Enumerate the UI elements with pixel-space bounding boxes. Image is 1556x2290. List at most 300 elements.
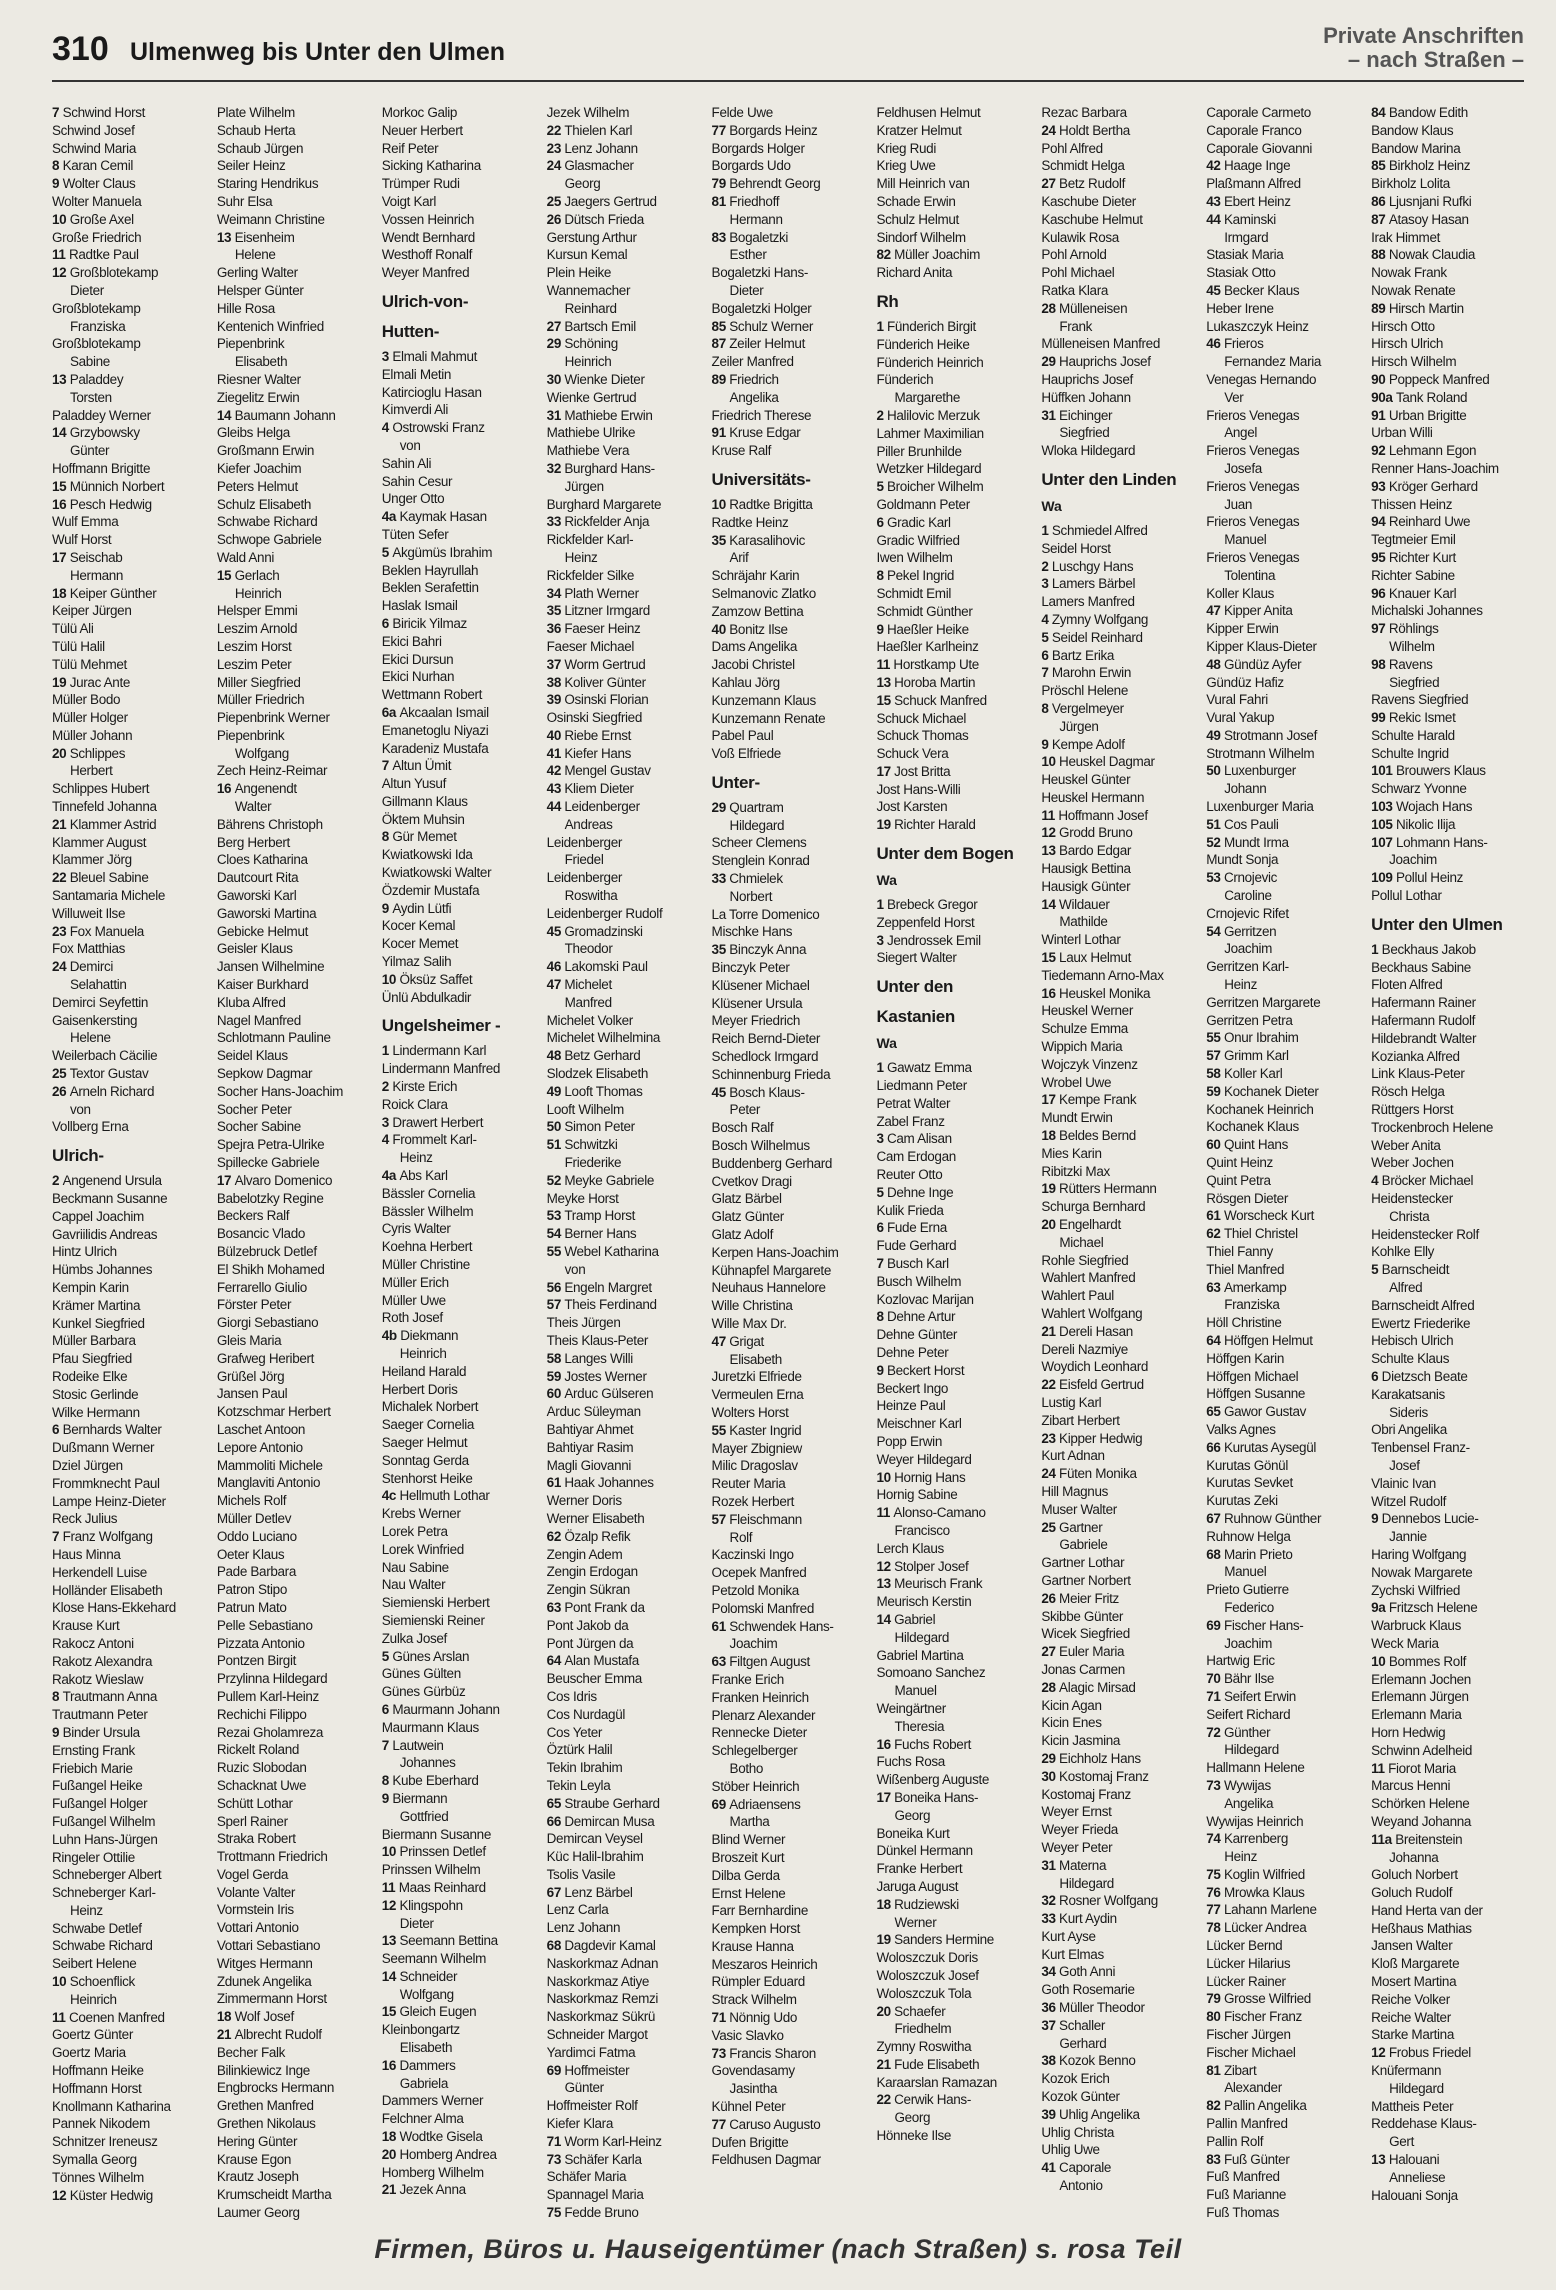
- directory-entry: 4c Hellmuth Lothar: [381, 1488, 490, 1504]
- directory-entry: Beklen Hayrullah: [381, 562, 479, 578]
- house-number: 90: [1371, 371, 1389, 387]
- directory-entry: Suhr Elsa: [216, 193, 273, 209]
- directory-entry: Pallin Rolf: [1206, 2133, 1264, 2149]
- directory-entry: 87 Zeiler Helmut: [711, 336, 805, 352]
- directory-entry: Lenz Carla: [546, 1902, 609, 1918]
- directory-entry: 55 Webel Katharina: [546, 1244, 659, 1259]
- directory-entry: 11 Radtke Paul: [52, 247, 139, 263]
- directory-entry: 17 Kempe Frank: [1041, 1092, 1137, 1108]
- house-number: 6: [1041, 647, 1052, 663]
- section-title-line1: Private Anschriften: [1323, 23, 1524, 48]
- directory-entry: 74 Karrenberg: [1206, 1831, 1288, 1847]
- directory-entry: 50 Luxenburger: [1206, 763, 1296, 779]
- directory-entry: Heiland Harald: [381, 1363, 467, 1379]
- directory-entry: Wippich Maria: [1041, 1039, 1123, 1055]
- directory-entry: 30 Kostomaj Franz: [1041, 1768, 1149, 1784]
- directory-entry: Wywijas Heinrich: [1206, 1813, 1304, 1829]
- directory-entry: Stöber Heinrich: [711, 1778, 800, 1794]
- directory-entry: Dußmann Werner: [52, 1440, 155, 1456]
- directory-entry: 33 Kurt Aydin: [1041, 1911, 1117, 1927]
- house-number: 16: [381, 2057, 400, 2073]
- house-number: 67: [546, 1884, 565, 1900]
- directory-entry: Pohl Alfred: [1041, 140, 1103, 156]
- entry-continuation: Mathilde: [1059, 914, 1108, 930]
- directory-entry: Beuscher Emma: [546, 1671, 642, 1687]
- directory-entry: Bährens Christoph: [216, 816, 323, 832]
- directory-entry: 26 Arneln Richard: [52, 1083, 155, 1099]
- directory-entry: Kimverdi Ali: [381, 402, 449, 418]
- directory-entry: 20 Schaefer: [876, 2003, 946, 2019]
- entry-continuation: Theresia: [894, 1718, 945, 1734]
- directory-entry: Zdunek Angelika: [216, 1973, 312, 1989]
- entry-continuation: Rolf: [729, 1529, 753, 1545]
- entry-continuation: Georg: [894, 1807, 931, 1823]
- directory-entry: 29 Hauprichs Josef: [1041, 354, 1151, 370]
- directory-entry: 42 Mengel Gustav: [546, 763, 651, 779]
- directory-entry: Hoffmann Brigitte: [52, 460, 151, 476]
- directory-entry: Seidel Klaus: [216, 1048, 288, 1064]
- directory-entry: Krieg Rudi: [876, 140, 936, 156]
- directory-entry: Pröschl Helene: [1041, 683, 1128, 699]
- directory-entry: 20 Engelhardt: [1041, 1217, 1121, 1233]
- directory-entry: 96 Knauer Karl: [1371, 585, 1457, 601]
- directory-entry: 35 Binczyk Anna: [711, 942, 807, 958]
- entry-continuation: Gabriela: [399, 2075, 448, 2091]
- directory-entry: Lamers Manfred: [1041, 594, 1135, 610]
- house-number: 15: [381, 2004, 400, 2020]
- directory-entry: Hirsch Otto: [1371, 318, 1435, 334]
- directory-entry: 26 Meier Fritz: [1041, 1590, 1119, 1606]
- directory-entry: 79 Grosse Wilfried: [1206, 1991, 1311, 2007]
- directory-entry: 80 Fischer Franz: [1206, 2009, 1302, 2025]
- house-number: 36: [1041, 2000, 1060, 2016]
- directory-entry: Höll Christine: [1206, 1315, 1282, 1331]
- directory-entry: 14 Grzybowsky: [52, 425, 140, 441]
- house-number: 8: [381, 829, 393, 845]
- house-number: 26: [52, 1083, 70, 1099]
- house-number: 33: [1041, 1911, 1060, 1927]
- directory-entry: Klose Hans-Ekkehard: [52, 1600, 176, 1616]
- directory-entry: 15 Gleich Eugen: [381, 2004, 477, 2020]
- house-number: 6a: [381, 704, 400, 720]
- directory-entry: 77 Caruso Augusto: [711, 2116, 821, 2132]
- directory-entry: 56 Engeln Margret: [546, 1279, 652, 1295]
- directory-entry: Fünderich Heinrich: [876, 354, 984, 370]
- directory-entry: 31 Materna: [1041, 1857, 1107, 1873]
- house-number: 71: [546, 2133, 565, 2149]
- house-number: 35: [711, 532, 730, 548]
- directory-entry: 32 Rosner Wolfgang: [1041, 1893, 1158, 1909]
- directory-entry: Großblotekamp: [52, 300, 141, 316]
- directory-entry: Kloß Margarete: [1371, 1956, 1460, 1972]
- house-number: 13: [876, 1576, 895, 1592]
- directory-entry: Schmidt Emil: [876, 585, 952, 601]
- entry-continuation: Joachim: [729, 1636, 778, 1652]
- directory-entry: Weyer Hildegard: [876, 1451, 972, 1467]
- directory-column: [1206, 104, 1363, 2222]
- entry-continuation: Heinz: [70, 1902, 103, 1918]
- directory-entry: 14 Gabriel: [876, 1611, 936, 1627]
- directory-entry: Wilke Hermann: [52, 1404, 140, 1420]
- directory-entry: Gartner Lothar: [1041, 1555, 1125, 1571]
- directory-entry: 11 Coenen Manfred: [52, 2009, 165, 2025]
- directory-entry: Lücker Bernd: [1206, 1938, 1283, 1954]
- directory-entry: Krumscheidt Martha: [216, 2187, 332, 2203]
- directory-entry: Vogel Gerda: [216, 1866, 289, 1882]
- directory-entry: 90 Poppeck Manfred: [1371, 371, 1490, 387]
- directory-entry: Mülleneisen Manfred: [1041, 336, 1160, 352]
- directory-entry: Wetzker Hildegard: [876, 461, 982, 477]
- entry-continuation: Hildegard: [1059, 1875, 1114, 1891]
- house-number: 54: [1206, 923, 1224, 939]
- directory-entry: Reich Bernd-Dieter: [711, 1031, 821, 1047]
- house-number: 18: [381, 2129, 400, 2145]
- directory-entry: Richard Anita: [876, 265, 953, 281]
- directory-entry: 7 Franz Wolfgang: [52, 1529, 153, 1545]
- directory-entry: Weber Anita: [1371, 1137, 1441, 1153]
- directory-entry: Popp Erwin: [876, 1434, 942, 1449]
- directory-entry: Ferrarello Giulio: [216, 1279, 307, 1295]
- house-number: 3: [381, 1114, 393, 1130]
- entry-continuation: Botho: [729, 1760, 764, 1776]
- directory-entry: Katircioglu Hasan: [381, 384, 482, 400]
- directory-entry: Crnojevic Rifet: [1206, 905, 1289, 921]
- entry-continuation: Caroline: [1224, 888, 1272, 904]
- directory-entry: Rakotz Alexandra: [52, 1653, 153, 1669]
- directory-entry: 27 Euler Maria: [1041, 1644, 1125, 1660]
- directory-entry: Theis Klaus-Peter: [546, 1332, 649, 1348]
- directory-entry: Schnitzer Ireneusz: [52, 2134, 158, 2150]
- directory-entry: Oddo Luciano: [216, 1528, 297, 1544]
- house-number: 95: [1371, 549, 1389, 565]
- entry-continuation: Josefa: [1224, 460, 1262, 476]
- directory-entry: 2 Halilovic Merzuk: [876, 407, 980, 423]
- house-number: 54: [546, 1226, 565, 1242]
- directory-entry: Bässler Cornelia: [381, 1185, 476, 1201]
- directory-entry: Mischke Hans: [711, 924, 793, 940]
- entry-continuation: Jürgen: [564, 478, 604, 494]
- directory-entry: Jonas Carmen: [1041, 1661, 1125, 1677]
- directory-entry: 2 Luschgy Hans: [1041, 558, 1134, 574]
- directory-entry: Wojczyk Vinzenz: [1041, 1056, 1138, 1072]
- house-number: 61: [546, 1475, 565, 1491]
- directory-entry: 11a Breitenstein: [1371, 1831, 1463, 1847]
- directory-entry: Wille Max Dr.: [711, 1316, 787, 1331]
- directory-entry: Schwabe Richard: [216, 514, 318, 530]
- directory-entry: Jost Karsten: [876, 799, 948, 815]
- directory-column: [1041, 104, 1198, 2222]
- directory-entry: Mathiebe Vera: [546, 443, 630, 459]
- directory-entry: 19 Jurac Ante: [52, 674, 131, 690]
- directory-entry: Prinssen Wilhelm: [381, 1862, 481, 1878]
- directory-entry: Bosch Ralf: [711, 1120, 774, 1136]
- directory-entry: Rüttgers Horst: [1371, 1102, 1454, 1118]
- house-number: 61: [711, 1618, 730, 1634]
- directory-entry: 1 Beckhaus Jakob: [1371, 941, 1476, 957]
- directory-entry: Heidenstecker Rolf: [1371, 1226, 1479, 1242]
- house-number: 13: [381, 1933, 400, 1949]
- directory-entry: Goertz Maria: [52, 2045, 126, 2061]
- directory-entry: Roick Clara: [381, 1096, 448, 1112]
- directory-entry: Binczyk Peter: [711, 960, 790, 976]
- directory-entry: Ernst Helene: [711, 1885, 786, 1901]
- entry-continuation: Herbert: [70, 763, 113, 779]
- directory-entry: 98 Ravens: [1371, 656, 1433, 672]
- entry-continuation: Heinrich: [70, 1991, 117, 2007]
- entry-continuation: Günter: [564, 2080, 604, 2096]
- house-number: 71: [711, 2010, 730, 2026]
- directory-entry: Vormstein Iris: [216, 1902, 294, 1918]
- house-number: 64: [546, 1653, 565, 1669]
- directory-entry: 17 Jost Britta: [876, 763, 951, 779]
- directory-entry: Hill Magnus: [1041, 1483, 1109, 1499]
- directory-entry: 52 Mundt Irma: [1206, 834, 1289, 850]
- house-number: 8: [876, 1309, 887, 1325]
- directory-entry: Broszeit Kurt: [711, 1849, 785, 1865]
- directory-entry: 21 Fude Elisabeth: [876, 2056, 980, 2072]
- directory-entry: 13 Horoba Martin: [876, 674, 976, 690]
- directory-entry: Cappel Joachim: [52, 1208, 144, 1224]
- house-number: 96: [1371, 585, 1389, 601]
- directory-entry: Warbruck Klaus: [1371, 1618, 1461, 1634]
- directory-entry: Mayer Zbigniew: [711, 1440, 802, 1456]
- house-number: 1: [381, 1043, 393, 1059]
- directory-entry: Luxenburger Maria: [1206, 799, 1314, 815]
- entry-continuation: Hildegard: [1224, 1742, 1279, 1758]
- house-number: 7: [381, 1737, 393, 1753]
- directory-entry: Straka Robert: [216, 1831, 296, 1847]
- directory-entry: Cos Yeter: [546, 1724, 603, 1740]
- directory-entry: Vottari Antonio: [216, 1920, 299, 1936]
- directory-entry: Cam Erdogan: [876, 1149, 956, 1165]
- directory-entry: Busch Wilhelm: [876, 1273, 962, 1289]
- directory-entry: Thiel Fanny: [1206, 1244, 1273, 1259]
- directory-entry: 12 Frobus Friedel: [1371, 2045, 1471, 2061]
- directory-entry: Fischer Jürgen: [1206, 2027, 1291, 2043]
- directory-entry: 7 Busch Karl: [876, 1256, 949, 1272]
- entry-continuation: Johannes: [399, 1755, 456, 1771]
- directory-entry: 17 Boneika Hans-: [876, 1789, 979, 1805]
- house-number: 27: [1041, 1644, 1060, 1660]
- directory-entry: 9 Dennebos Lucie-: [1371, 1511, 1479, 1527]
- directory-entry: Westhoff Ronalf: [381, 247, 473, 263]
- house-number: 5: [381, 544, 393, 560]
- entry-continuation: Josef: [1389, 1457, 1420, 1473]
- directory-entry: Kocer Memet: [381, 936, 459, 952]
- directory-entry: Nau Walter: [381, 1577, 446, 1593]
- directory-entry: Höffgen Karin: [1206, 1350, 1284, 1366]
- house-number: 73: [711, 2045, 730, 2061]
- directory-entry: Goth Rosemarie: [1041, 1982, 1135, 1998]
- directory-entry: Zulka Josef: [381, 1630, 447, 1646]
- directory-entry: Mill Heinrich van: [876, 176, 970, 192]
- entry-continuation: Sabine: [70, 354, 110, 370]
- directory-entry: Plein Heike: [546, 265, 612, 281]
- entry-continuation: Torsten: [70, 389, 112, 405]
- house-number: 6: [876, 1220, 887, 1236]
- directory-entry: Rodeike Elke: [52, 1368, 128, 1384]
- house-number: 48: [1206, 656, 1224, 672]
- directory-entry: Schlegelberger: [711, 1743, 798, 1759]
- directory-column: [712, 104, 869, 2222]
- directory-entry: Schwope Gabriele: [216, 532, 322, 548]
- house-number: 48: [546, 1048, 565, 1064]
- directory-entry: 78 Lücker Andrea: [1206, 1920, 1307, 1936]
- directory-entry: Thiel Manfred: [1206, 1261, 1285, 1277]
- entry-continuation: Heinrich: [564, 354, 612, 370]
- house-number: 17: [52, 549, 70, 565]
- house-number: 26: [546, 211, 565, 227]
- directory-entry: 53 Tramp Horst: [546, 1208, 636, 1224]
- house-number: 5: [1371, 1262, 1382, 1278]
- directory-entry: Lahmer Maximilian: [876, 425, 984, 441]
- directory-entry: Weimann Christine: [216, 211, 325, 227]
- directory-entry: 40 Bonitz Ilse: [711, 621, 788, 637]
- house-number: 25: [1041, 1519, 1060, 1535]
- directory-entry: Schneberger Karl-: [52, 1885, 156, 1901]
- house-number: 7: [876, 1256, 887, 1272]
- entry-continuation: Wilhelm: [1389, 638, 1435, 654]
- directory-entry: 73 Francis Sharon: [711, 2045, 816, 2061]
- directory-entry: 105 Nikolic Ilija: [1371, 816, 1456, 832]
- house-number: 13: [876, 674, 895, 690]
- house-number: 22: [876, 2092, 895, 2108]
- directory-entry: Gebicke Helmut: [216, 923, 309, 939]
- house-number: 31: [546, 407, 565, 423]
- directory-entry: Kohlke Elly: [1371, 1244, 1435, 1260]
- directory-entry: Sahin Cesur: [381, 473, 453, 489]
- house-number: 79: [1206, 1991, 1224, 2007]
- directory-entry: Seiler Heinz: [216, 158, 286, 174]
- directory-entry: Günes Gürbüz: [381, 1684, 466, 1700]
- house-number: 70: [1206, 1671, 1224, 1687]
- house-number: 55: [1206, 1030, 1224, 1046]
- house-number: 40: [546, 727, 565, 743]
- house-number: 18: [876, 1896, 895, 1912]
- house-number: 51: [1206, 816, 1224, 832]
- house-number: 9a: [1371, 1600, 1389, 1616]
- house-number: 43: [546, 781, 565, 797]
- directory-entry: Kahlau Jörg: [711, 674, 780, 690]
- directory-entry: Michelet Volker: [546, 1012, 633, 1028]
- directory-entry: Rechichi Filippo: [216, 1706, 307, 1722]
- directory-entry: Goluch Norbert: [1371, 1867, 1458, 1883]
- directory-entry: Bosch Wilhelmus: [711, 1138, 810, 1154]
- directory-entry: Plate Wilhelm: [216, 105, 295, 120]
- house-number: 6: [876, 514, 887, 530]
- directory-entry: 44 Kaminski: [1206, 211, 1276, 227]
- directory-entry: Kerpen Hans-Joachim: [711, 1244, 839, 1260]
- directory-entry: 93 Kröger Gerhard: [1371, 478, 1478, 494]
- directory-entry: Müller Erich: [381, 1274, 449, 1290]
- house-number: 38: [1041, 2053, 1060, 2069]
- house-number: 21: [216, 2027, 235, 2043]
- directory-entry: Saeger Cornelia: [381, 1417, 475, 1433]
- directory-entry: Hornig Sabine: [876, 1487, 958, 1503]
- house-number: 3: [381, 348, 393, 364]
- directory-entry: Meischner Karl: [876, 1416, 962, 1432]
- house-number: 67: [1206, 1510, 1224, 1526]
- directory-entry: 51 Cos Pauli: [1206, 816, 1279, 832]
- directory-entry: 4a Kaymak Hasan: [381, 509, 487, 525]
- entry-continuation: Juan: [1224, 496, 1253, 512]
- directory-entry: 39 Osinski Florian: [546, 692, 649, 708]
- directory-entry: 68 Dagdevir Kamal: [546, 1938, 656, 1954]
- directory-entry: 55 Onur Ibrahim: [1206, 1030, 1299, 1046]
- directory-entry: Fuß Thomas: [1206, 2205, 1279, 2221]
- directory-entry: 44 Leidenberger: [546, 799, 640, 815]
- entry-continuation: Jasintha: [729, 2081, 778, 2097]
- directory-entry: Plaßmann Alfred: [1206, 176, 1301, 192]
- directory-entry: Pelle Sebastiano: [216, 1617, 313, 1633]
- directory-entry: Zengin Erdogan: [546, 1564, 638, 1580]
- house-number: 61: [1206, 1208, 1224, 1224]
- directory-entry: Wrobel Uwe: [1041, 1074, 1112, 1090]
- house-number: 68: [546, 1938, 565, 1954]
- house-number: 79: [711, 176, 730, 192]
- directory-entry: Mathiebe Ulrike: [546, 425, 636, 441]
- house-number: 60: [546, 1386, 565, 1402]
- directory-entry: 8 Dehne Artur: [876, 1309, 956, 1325]
- directory-entry: Fünderich Heike: [876, 336, 970, 352]
- directory-entry: Schedlock Irmgard: [711, 1049, 819, 1065]
- directory-entry: Wienke Gertrud: [546, 389, 637, 405]
- entry-continuation: Georg: [564, 176, 601, 192]
- house-number: 63: [711, 1654, 730, 1670]
- directory-entry: Symalla Georg: [52, 2152, 137, 2168]
- directory-entry: Kochanek Klaus: [1206, 1119, 1299, 1135]
- directory-entry: 15 Schuck Manfred: [876, 692, 987, 708]
- directory-entry: 36 Faeser Heinz: [546, 621, 641, 637]
- directory-entry: Naskorkmaz Adnan: [546, 1955, 659, 1971]
- directory-entry: Lindermann Manfred: [381, 1061, 501, 1077]
- house-number: 11: [1371, 1760, 1389, 1776]
- directory-entry: 46 Lakomski Paul: [546, 959, 648, 975]
- directory-entry: Knollmann Katharina: [52, 2098, 171, 2114]
- entry-continuation: Dieter: [399, 1915, 434, 1931]
- directory-entry: 6 Bartz Erika: [1041, 647, 1115, 663]
- directory-entry: Fuchs Rosa: [876, 1754, 945, 1770]
- house-number: 63: [546, 1599, 565, 1615]
- directory-entry: 34 Goth Anni: [1041, 1964, 1116, 1980]
- entry-continuation: Heinz: [1224, 1849, 1257, 1865]
- directory-entry: 68 Marin Prieto: [1206, 1546, 1293, 1562]
- directory-entry: 33 Rickfelder Anja: [546, 514, 650, 530]
- entry-continuation: Dieter: [70, 282, 104, 298]
- district-code: Wa: [876, 872, 897, 889]
- directory-entry: Caporale Carmeto: [1206, 105, 1311, 120]
- directory-entry: Frieros Venegas: [1206, 443, 1300, 459]
- house-number: 76: [1206, 1884, 1224, 1900]
- directory-entry: Lepore Antonio: [216, 1439, 303, 1455]
- directory-entry: Maurmann Klaus: [381, 1719, 479, 1735]
- directory-entry: Mosert Martina: [1371, 1974, 1457, 1990]
- directory-entry: Friedrich Therese: [711, 407, 812, 423]
- directory-entry: Schulte Klaus: [1371, 1351, 1450, 1367]
- directory-entry: Leszim Arnold: [216, 621, 298, 637]
- house-number: 14: [876, 1611, 895, 1627]
- directory-entry: Obri Angelika: [1371, 1422, 1447, 1438]
- entry-continuation: Friederike: [564, 1155, 622, 1171]
- house-number: 33: [546, 514, 565, 530]
- directory-entry: Haring Wolfgang: [1371, 1546, 1467, 1562]
- directory-entry: Lampe Heinz-Dieter: [52, 1493, 166, 1509]
- directory-entry: Lerch Klaus: [876, 1540, 944, 1556]
- house-number: 17: [876, 763, 895, 779]
- street-heading: Unter den Linden: [1041, 469, 1177, 489]
- directory-entry: Ocepek Manfred: [711, 1565, 807, 1581]
- directory-entry: Sahin Ali: [381, 455, 432, 471]
